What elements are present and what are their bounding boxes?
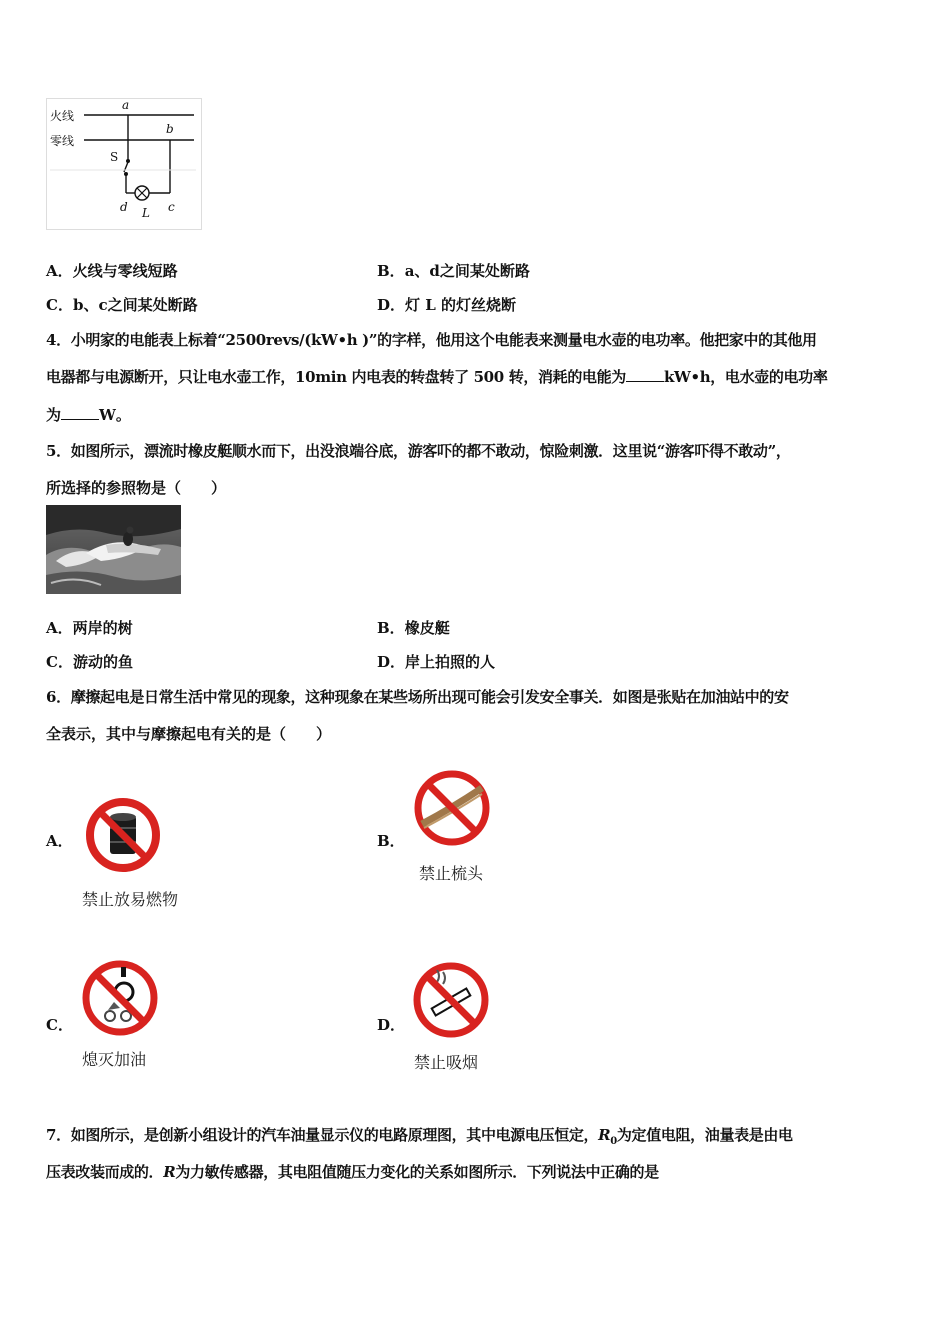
q6-option-a[interactable] xyxy=(46,831,73,851)
point-c-label: c xyxy=(168,200,175,214)
sign-caption: 禁止梳头 xyxy=(419,864,484,883)
option-letter: C． xyxy=(46,653,73,671)
q4-line-3-tail: W。 xyxy=(99,406,131,424)
q4-line-2 xyxy=(46,366,827,387)
q4-line-2-text: 电器都与电源断开，只让电水壶工作，10min 内电表的转盘转了 500 转，消耗的电能为 xyxy=(46,368,626,386)
q6-line-1: 6．摩擦起电是日常生活中常见的现象，这种现象在某些场所出现可能会引发安全事关．如图是张贴在加油站中的安 xyxy=(46,688,789,706)
q7-line-2 xyxy=(46,1161,659,1182)
option-letter: D． xyxy=(377,296,406,314)
r0-symbol: R xyxy=(598,1126,611,1144)
no-combing-sign-icon xyxy=(412,768,492,848)
sign-caption: 熄灭加油 xyxy=(82,1050,147,1069)
option-text: 橡皮艇 xyxy=(404,619,450,637)
q4-line-3 xyxy=(46,404,131,425)
rafting-photo xyxy=(46,505,181,594)
q5-line-2: 所选择的参照物是（ ） xyxy=(46,479,227,497)
option-text: 两岸的树 xyxy=(72,619,133,637)
sign-caption: 禁止放易燃物 xyxy=(82,890,179,909)
option-letter: C． xyxy=(46,1016,73,1034)
point-d-label: d xyxy=(120,200,128,214)
option-text: b、c之间某处断路 xyxy=(72,296,198,314)
q3-option-c[interactable] xyxy=(46,295,198,315)
live-wire-label: 火线 xyxy=(50,109,75,123)
neutral-wire-label: 零线 xyxy=(50,134,75,148)
turn-off-engine-sign-icon xyxy=(80,958,160,1038)
q3-option-d[interactable] xyxy=(377,295,516,315)
circuit-diagram xyxy=(46,98,202,230)
sign-caption: 禁止吸烟 xyxy=(414,1053,479,1072)
option-letter: A． xyxy=(46,262,73,280)
q6-option-b[interactable] xyxy=(377,831,405,851)
q7-line-2-tail: 为力敏传感器，其电阻值随压力变化的关系如图所示．下列说法中正确的是 xyxy=(175,1163,659,1181)
q3-option-b[interactable] xyxy=(377,261,530,281)
lamp-label: L xyxy=(142,206,150,220)
answer-blank-power[interactable] xyxy=(61,405,99,420)
q4-line-3-text: 为 xyxy=(46,406,62,424)
option-text: a、d之间某处断路 xyxy=(404,262,530,280)
point-a-label: a xyxy=(122,98,130,112)
q4-line-2-tail: kW•h，电水壶的电功率 xyxy=(663,368,828,386)
q6-line-2: 全表示，其中与摩擦起电有关的是（ ） xyxy=(46,725,332,743)
option-letter: D． xyxy=(377,1016,406,1034)
r0-subscript: 0 xyxy=(610,1136,617,1147)
answer-blank-energy[interactable] xyxy=(626,367,664,382)
q7-line-1-tail: 为定值电阻，油量表是由电 xyxy=(616,1126,793,1144)
point-b-label: b xyxy=(166,122,174,136)
option-text: 岸上拍照的人 xyxy=(405,653,496,671)
option-letter: D． xyxy=(377,653,406,671)
no-smoking-sign-icon xyxy=(411,960,491,1040)
q4-line-1: 4．小明家的电能表上标着“2500revs/(kW•h )”的字样，他用这个电能表来测量电水壶的电功率。他把家中的其他用 xyxy=(46,331,817,349)
option-letter: A． xyxy=(46,619,73,637)
option-letter: B． xyxy=(377,262,405,280)
option-text: 灯 L 的灯丝烧断 xyxy=(405,296,517,314)
option-letter: B． xyxy=(377,619,405,637)
q7-line-1-text: 7．如图所示，是创新小组设计的汽车油量显示仪的电路原理图，其中电源电压恒定， xyxy=(46,1126,599,1144)
q5-option-a[interactable] xyxy=(46,618,133,638)
option-text: 游动的鱼 xyxy=(72,653,133,671)
q6-option-c[interactable] xyxy=(46,1015,73,1035)
switch-label: S xyxy=(110,150,119,164)
no-flammables-sign-icon xyxy=(84,796,162,874)
r-symbol: R xyxy=(163,1163,176,1181)
q5-option-b[interactable] xyxy=(377,618,450,638)
q5-option-c[interactable] xyxy=(46,652,133,672)
option-letter: C． xyxy=(46,296,73,314)
option-letter: B． xyxy=(377,832,405,850)
q5-line-1: 5．如图所示，漂流时橡皮艇顺水而下，出没浪端谷底，游客吓的都不敢动，惊险刺激．这里说“游客吓得不敢动”， xyxy=(46,442,791,460)
q6-option-d[interactable] xyxy=(377,1015,405,1035)
option-text: 火线与零线短路 xyxy=(72,262,178,280)
q7-line-2-text: 压表改装而成的． xyxy=(46,1163,164,1181)
q5-option-d[interactable] xyxy=(377,652,495,672)
q7-line-1 xyxy=(46,1124,793,1147)
q3-option-a[interactable] xyxy=(46,261,178,281)
option-letter: A． xyxy=(46,832,73,850)
